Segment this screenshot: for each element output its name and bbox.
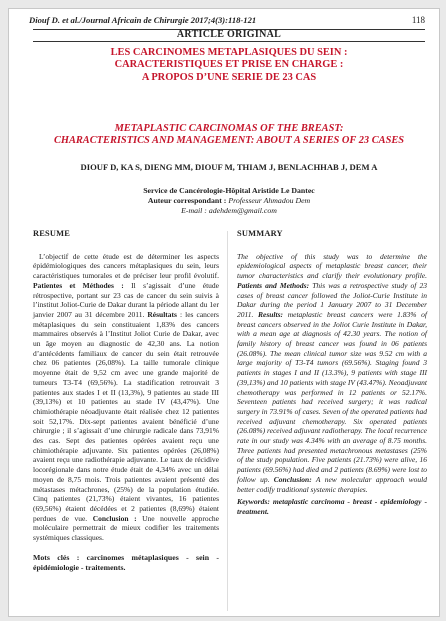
english-title [33, 123, 425, 148]
resume-heading: RESUME [33, 229, 71, 238]
running-header [29, 15, 425, 27]
resume-column [33, 229, 219, 572]
affiliation-block [33, 186, 425, 216]
french-title-line: LES CARCINOMES METAPLASIQUES DU SEIN : [110, 47, 348, 58]
summary-heading: SUMMARY [237, 229, 283, 238]
summary-intro: The objective of this study was to determine the epidemiological aspects of metaplastic breast cancer, their tumor characteristics and clarify their evolutionary profile. [237, 251, 427, 281]
page-number: 118 [411, 15, 425, 25]
summary-column [237, 229, 427, 517]
author-list: DIOUF D, KA S, DIENG MM, DIOUF M, THIAM J, BENLACHHAB J, DEM A [80, 162, 378, 172]
summary-conclusion-text: A new molecular approach would better codify traditional systemic therapies. [237, 474, 427, 494]
resume-intro: L’objectif de cette étude est de déterminer les aspects épidémiologiques des cancers métaplasiques du sein, leurs caractéristiques tumorales et de préciser leur profil évolutif. [33, 251, 219, 281]
corresponding-author [33, 196, 425, 206]
summary-conclusion-label: Conclusion: [273, 474, 312, 484]
resume-body [33, 252, 219, 543]
author-email-text: E-mail : adehdem@gmail.com [181, 206, 277, 215]
resume-results-label: Résultats [147, 309, 177, 319]
summary-methods-text: This was a retrospective study of 23 cases of breast cancer followed the Joliot-Curie Institute in Dakar during the period 1 January 2007 to 31 December 2011. [237, 280, 427, 319]
section-rule [33, 41, 425, 42]
resume-conclusion-text: Une nouvelle approche moléculaire permettrait de mieux codifier les traitements systémiques classiques. [33, 513, 220, 543]
column-divider [227, 231, 228, 611]
journal-citation: Diouf D. et al./Journal Africain de Chirurgie 2017;4(3):118-121 [29, 15, 257, 25]
english-title-line: METAPLASTIC CARCINOMAS OF THE BREAST: [114, 123, 344, 134]
affiliation-service: Service de Cancérologie-Hôpital Aristide Le Dantec [143, 186, 315, 195]
summary-keywords: Keywords: metaplastic carcinoma - breast - epidemiology - treatment. [237, 497, 427, 516]
resume-results-text: : les cancers métaplasiques du sein constituaient 1,83% des cancers mammaires observés à l’Institut Joliot Curie de Dakar, avec un âge moyen au diagnostic de 42,30 ans. La notion d’antécédents familiaux de cancer du sein était retrouvée chez 06 patientes (26,08%). La taille tumorale clinique moyenne était de 9,52 cm avec une grande majorité de tumeurs T3-T4 (69,56%). La stadification retrouvait 3 patientes aux stades I et II (13,3%), 9 patientes au stade III (39,13%) et 10 patientes au stade IV (43,47%). Une chimiothérapie néoadjuvante était réalisée chez 12 patientes soit 52,17%. Dix-sept patientes avaient bénéficié d’une chirurgie ; il s’agissait d’une chirurgie radicale dans 73,91% des cas. Sept des patientes opérées avaient reçu une chimiothérapie adjuvante. Six patientes opérées (26,08%) avaient reçu une radiothérapie adjuvante. Le taux de récidive locorégionale dans notre étude était de 4,34% avec un délai moyen de 8,75 mois. Trois patientes avaient présenté des métastases métachrones, (25%) de la population étudiée. Cinq patientes (21,73%) étaient vivantes, 16 patientes (69,56%) étaient décédées et 2 patientes (8,69%) étaient perdues de vue. [33, 309, 219, 523]
summary-results-label: Results: [258, 309, 284, 319]
summary-methods-label: Patients and Methods: [237, 280, 310, 290]
resume-keywords: Mots clés : carcinomes métaplasiques - sein - épidémiologie - traitements. [33, 552, 219, 572]
summary-results-text: metaplastic breast cancers were 1.83% of breast cancers observed in the Joliot Curie Institute in Dakar, with a mean age at diagnosis of 42.30 years. The notion of family history of breast cancer was found in 06 patients (26.08%). The mean clinical tumor size was 9.52 cm with a large majority of T3-T4 tumors (69.56%). Staging found 3 patients in stages I and II (13.3%), 9 patients with stage III (39,13%) and 10 patients with stage IV (43.47%). Neoadjuvant chemotherapy was performed in 12 patients or 52.17%. Seventeen patients had received surgery; it was radical surgery in 73.91% of cases. Seven of the operated patients had received adjuvant chemotherapy. Six operated patients (26.08%) received adjuvant radiotherapy. The local recurrence rate in our study was 4.34% with an average of 8.75 months. Three patients had presented metachronous metastases (25% of the study population. Five patients (21.73%) were alive, 16 patients (69.56%) had died and 2 patients (8.69%) were lost to follow up. [237, 309, 427, 484]
article-page [8, 8, 440, 617]
english-title-line: CHARACTERISTICS AND MANAGEMENT: ABOUT A SERIES OF 23 CASES [53, 135, 405, 147]
french-title [33, 47, 425, 84]
author-email [33, 206, 425, 216]
french-title-line: CARACTERISTIQUES ET PRISE EN CHARGE : [114, 59, 344, 71]
french-title-line: A PROPOS D’UNE SERIE DE 23 CAS [141, 71, 317, 83]
corresponding-label: Auteur correspondant : [147, 196, 227, 205]
summary-body [237, 252, 427, 495]
corresponding-name: Professeur Ahmadou Dem [226, 196, 311, 205]
resume-methods-text: Il s’agissait d’une étude rétrospective, portant sur 23 cas de cancer du sein suivis à l’institut Joliot-Curie de Dakar durant la période allant du 1er janvier 2007 au 31 décembre 2011. [33, 280, 219, 319]
resume-methods-label: Patientes et Méthodes : [33, 280, 124, 290]
section-label: ARTICLE ORIGINAL [176, 29, 282, 40]
resume-conclusion-label: Conclusion : [92, 513, 137, 523]
